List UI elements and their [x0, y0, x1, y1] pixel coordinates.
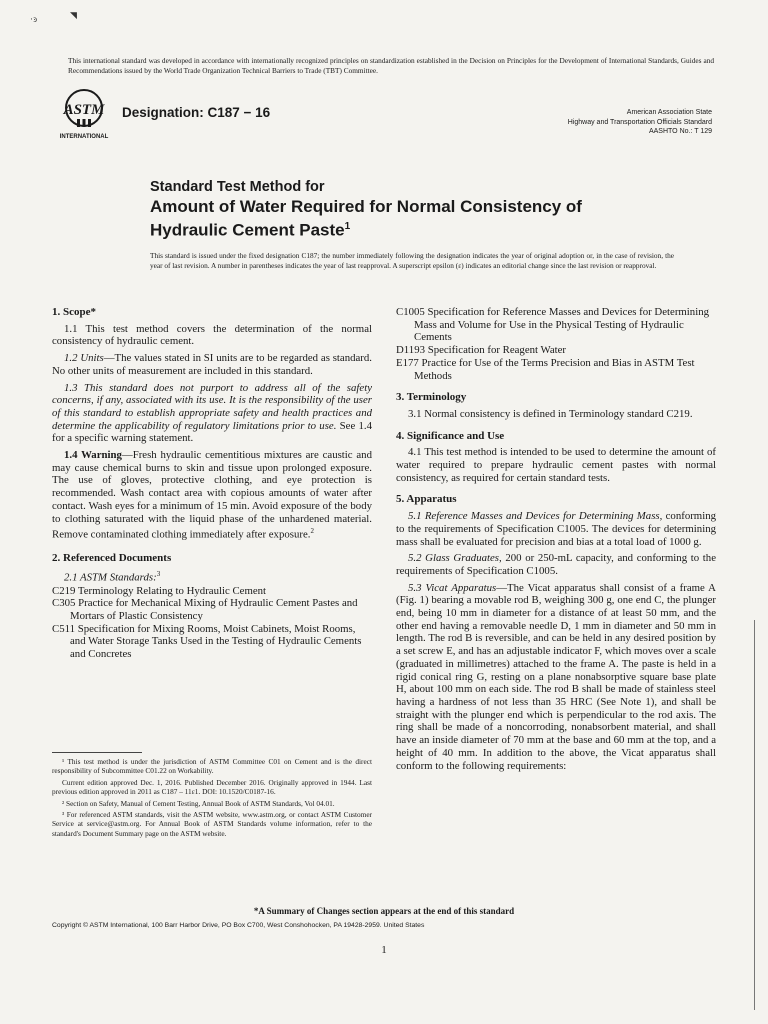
footnote-3: ³ For referenced ASTM standards, visit the ASTM website, www.astm.org, or contact ASTM Customer Service at service@astm.org. For Annual Book of ASTM Standards volume information, refer to the standard's Document Summary page on the ASTM website. — [52, 810, 372, 838]
para-4-1: 4.1 This test method is intended to be used to determine the amount of water required to prepare hydraulic cement pastes with normal consistency, as required for certain standard tests. — [396, 446, 716, 484]
ref-c305: C305 Practice for Mechanical Mixing of Hydraulic Cement Pastes and Mortars of Plastic Consistency — [52, 597, 358, 622]
ref-e177: E177 Practice for Use of the Terms Precision and Bias in ASTM Test Methods — [396, 356, 695, 382]
aashto-line-2: Highway and Transportation Officials Standard — [567, 118, 712, 126]
para-5-2 — [396, 552, 716, 577]
para-5-3-label: 5.3 Vicat Apparatus — [408, 581, 497, 594]
right-column — [396, 306, 716, 776]
footnote-divider — [52, 752, 142, 753]
para-5-1-text: conforming to the requirements of Specification C1005. The devices for determining mass shall be evaluated for precision and bias at a total load of 1000 g. — [396, 510, 717, 548]
footnotes — [52, 757, 372, 840]
section-apparatus-heading: 5. Apparatus — [396, 493, 457, 506]
left-column — [52, 306, 372, 661]
para-1-4-label: 1.4 Warning — [64, 449, 122, 462]
designation: Designation: C187 − 16 — [122, 105, 271, 120]
para-2-1 — [52, 568, 372, 584]
para-5-2-text: 200 or 250-mL capacity, and conforming to the requirements of Specification C1005. — [396, 552, 716, 577]
copyright: Copyright © ASTM International, 100 Barr Harbor Drive, PO Box C700, West Conshohocken, PA 19428-2959. United States — [52, 922, 425, 929]
para-5-1 — [396, 510, 716, 548]
aashto-line-1: American Association State — [626, 109, 712, 116]
para-5-3 — [396, 582, 716, 773]
para-1-2 — [52, 352, 372, 377]
para-1-4 — [52, 449, 372, 542]
para-3-1: 3.1 Normal consistency is defined in Terminology standard C219. — [408, 407, 693, 420]
para-1-3-text: See 1.4 for a specific warning statement. — [52, 419, 372, 445]
scan-mark-left: ·ͽ — [30, 14, 37, 24]
intro-statement: This international standard was developed in accordance with internationally recognized principles on standardization established in the Decision on Principles for the Development of International Standards, Guides and Recommendations issued by the World Trade Organization Technical Barriers to Trade (TBT) Committee. — [68, 56, 714, 75]
para-5-2-label: 5.2 Glass Graduates, — [408, 552, 502, 565]
aashto-block — [540, 108, 712, 137]
aashto-line-3: AASHTO No.: T 129 — [648, 128, 712, 135]
para-1-3-italic: 1.3 This standard does not purport to address all of the safety concerns, if any, associated with its use. It is the responsibility of the user of this standard to establish appropriate safety and health practices and determine the applicability of regulatory limitations prior to use. — [52, 381, 372, 432]
astm-logo-icon — [53, 86, 115, 142]
para-5-1-label: 5.1 Reference Masses and Devices for Determining Mass, — [408, 510, 663, 523]
scan-mark-right: ◥ — [70, 10, 77, 20]
page-title — [150, 197, 650, 240]
ref-d1193: D1193 Specification for Reagent Water — [396, 344, 567, 357]
section-terminology-heading: 3. Terminology — [396, 391, 467, 404]
section-referenced-docs-heading: 2. Referenced Documents — [52, 551, 172, 564]
page-number: 1 — [381, 944, 387, 956]
ref-c219: C219 Terminology Relating to Hydraulic Cement — [52, 584, 267, 597]
section-significance-heading: 4. Significance and Use — [396, 429, 505, 442]
summary-note: *A Summary of Changes section appears at the end of this standard — [253, 906, 515, 916]
section-scope-heading: 1. Scope* — [52, 306, 96, 318]
para-2-1-sup: 3 — [156, 570, 161, 579]
para-2-1-text: 2.1 ASTM Standards: — [64, 571, 157, 584]
para-1-1: 1.1 This test method covers the determination of the normal consistency of hydraulic cement. — [52, 322, 372, 348]
footnote-2: ² Section on Safety, Manual of Cement Testing, Annual Book of ASTM Standards, Vol 04.01. — [62, 798, 335, 808]
para-5-3-text: —The Vicat apparatus shall consist of a frame A (Fig. 1) bearing a movable rod B, weighing 300 g, one end C, the plunger end, being 10 mm in diameter for a distance of at least 50 mm, and the other end having a removable needle D, 1 mm in diameter and 50 mm in length. The rod B is reversible, and can be held in any desired position by a set screw E, and has an adjustable indicator F, which moves over a scale (graduated in millimetres) attached to the frame A. The paste is held in a rigid conical ring G, resting on a plane nonabsorptive square base plate H, about 100 mm on each side. The rod B shall be made of stainless steel having a hardness of not less than 35 HRC (See Note 1), and shall be straight with the plunger end which is perpendicular to the rod axis. The ring shall be made of a noncorroding, nonabsorbent material, and shall have an inside diameter of 70 mm at the base and 60 mm at the top, and a height of 40 mm. In addition to the above, the Vicat apparatus shall conform to the following requirements: — [396, 581, 716, 772]
ref-c1005: C1005 Specification for Reference Masses and Devices for Determining Mass and Volume for Use in the Physical Testing of Hydraulic Cements — [396, 306, 710, 344]
para-1-2-text: —The values stated in SI units are to be regarded as standard. No other units of measurement are included in this standard. — [52, 352, 373, 377]
footnote-1b: Current edition approved Dec. 1, 2016. Published December 2016. Originally approved in 1944. Last previous edition approved in 2011 as C187 – 11ε1. DOI: 10.1520/C0187-16. — [52, 777, 372, 797]
title-text: Amount of Water Required for Normal Consistency of Hydraulic Cement Paste — [150, 197, 582, 240]
logo-text: INTERNATIONAL — [59, 134, 109, 140]
svg-text:ASTM: ASTM — [63, 102, 105, 118]
issue-note: This standard is issued under the fixed designation C187; the number immediately following the designation indicates the year of original adoption or, in the case of revision, the year of last revision. A number in parentheses indicates the year of last reapproval. A superscript epsilon (ε) indicates an editorial change since the last revision or reapproval. — [150, 251, 674, 270]
scan-edge-line — [754, 620, 755, 1010]
para-1-3 — [52, 382, 372, 446]
ref-c511: C511 Specification for Mixing Rooms, Moist Cabinets, Moist Rooms, and Water Storage Tanks Used in the Testing of Hydraulic Cements and Concretes — [52, 622, 362, 661]
para-1-2-label: 1.2 Units — [64, 352, 104, 365]
footnote-1: ¹ This test method is under the jurisdiction of ASTM Committee C01 on Cement and is the direct responsibility of Subcommittee C01.22 on Workability. — [52, 757, 372, 776]
title-prefix: Standard Test Method for — [150, 179, 325, 195]
para-1-4-sup: 2 — [310, 527, 314, 536]
title-footnote-mark: 1 — [344, 220, 351, 232]
para-1-4-text: —Fresh hydraulic cementitious mixtures are caustic and may cause chemical burns to skin and tissue upon prolonged exposure. The use of gloves, protective clothing, and eye protection is recommended. Wash contact area with copious amounts of water after contact. Wash eyes for a minimum of 15 min. Avoid exposure of the body to clothing saturated with the liquid phase of the unhardened material. Remove contaminated clothing immediately after exposure. — [52, 449, 372, 541]
